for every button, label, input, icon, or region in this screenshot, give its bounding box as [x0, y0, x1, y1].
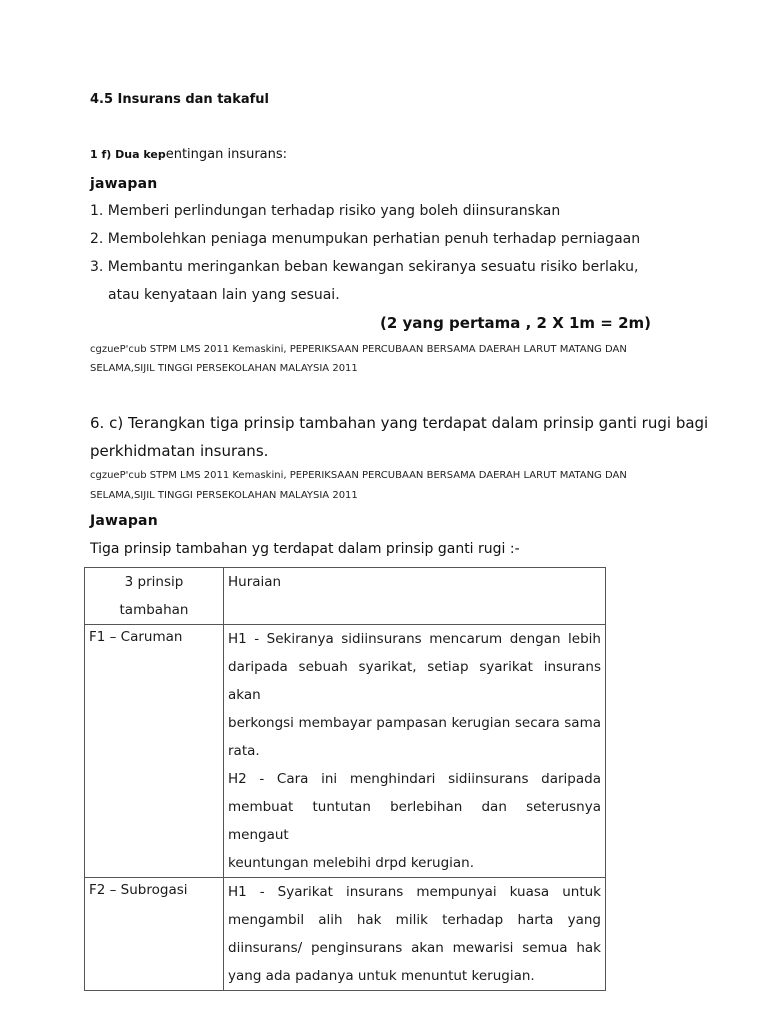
description-line: diinsurans/ penginsurans akan mewarisi semua hak — [228, 940, 601, 956]
table-cell-description — [224, 878, 606, 991]
description-line: H1 - Syarikat insurans mempunyai kuasa untuk — [228, 884, 601, 900]
table-header-principle: 3 prinsip tambahan — [85, 568, 224, 625]
table-cell-principle: F1 – Caruman — [85, 625, 224, 878]
source-note-1-line-2: SELAMA,SIJIL TINGGI PERSEKOLAHAN MALAYSIA 2011 — [90, 363, 358, 374]
question-1f — [90, 147, 287, 162]
answer-label-2: Jawapan — [90, 513, 158, 529]
description-line: rata. — [228, 743, 260, 759]
source-note-2-line-2: SELAMA,SIJIL TINGGI PERSEKOLAHAN MALAYSIA 2011 — [90, 490, 358, 501]
question-1f-prefix: 1 f) Dua kep — [90, 148, 166, 161]
answer-line-2: 2. Membolehkan peniaga menumpukan perhatian penuh terhadap perniagaan — [90, 231, 641, 247]
table-row — [85, 878, 606, 991]
section-title: 4.5 Insurans dan takaful — [90, 92, 269, 107]
table-cell-principle: F2 – Subrogasi — [85, 878, 224, 991]
principles-table — [84, 567, 606, 991]
source-note-1-line-1: cgzueP'cub STPM LMS 2011 Kemaskini, PEPERIKSAAN PERCUBAAN BERSAMA DAERAH LARUT MATANG DAN — [90, 344, 627, 355]
table-header-description: Huraian — [224, 568, 606, 625]
table-cell-description — [224, 625, 606, 878]
description-line: yang ada padanya untuk menuntut kerugian. — [228, 968, 535, 984]
marks-note: (2 yang pertama , 2 X 1m = 2m) — [380, 314, 651, 332]
question-6c-line-2: perkhidmatan insurans. — [90, 442, 269, 460]
description-line: keuntungan melebihi drpd kerugian. — [228, 855, 475, 871]
question-6c-line-1: 6. c) Terangkan tiga prinsip tambahan yang terdapat dalam prinsip ganti rugi bagi — [90, 414, 709, 432]
description-line: mengambil alih hak milik terhadap harta yang — [228, 912, 601, 928]
table-row — [85, 625, 606, 878]
description-line: daripada sebuah syarikat, setiap syarikat insurans akan — [228, 659, 601, 703]
answer-line-1: 1. Memberi perlindungan terhadap risiko yang boleh diinsuranskan — [90, 203, 561, 219]
table-header-row — [85, 568, 606, 625]
description-line: berkongsi membayar pampasan kerugian secara sama — [228, 715, 601, 731]
source-note-2-line-1: cgzueP'cub STPM LMS 2011 Kemaskini, PEPERIKSAAN PERCUBAAN BERSAMA DAERAH LARUT MATANG DAN — [90, 470, 627, 481]
answer-intro: Tiga prinsip tambahan yg terdapat dalam prinsip ganti rugi :- — [90, 541, 520, 557]
description-line: H1 - Sekiranya sidiinsurans mencarum dengan lebih — [228, 631, 601, 647]
description-line: membuat tuntutan berlebihan dan seterusnya mengaut — [228, 799, 601, 843]
answer-line-3: 3. Membantu meringankan beban kewangan sekiranya sesuatu risiko berlaku, — [90, 259, 639, 275]
question-1f-text: entingan insurans: — [165, 147, 288, 162]
description-line: H2 - Cara ini menghindari sidiinsurans daripada — [228, 771, 601, 787]
answer-line-3-cont: atau kenyataan lain yang sesuai. — [108, 287, 340, 303]
answer-label-1: jawapan — [90, 176, 158, 192]
